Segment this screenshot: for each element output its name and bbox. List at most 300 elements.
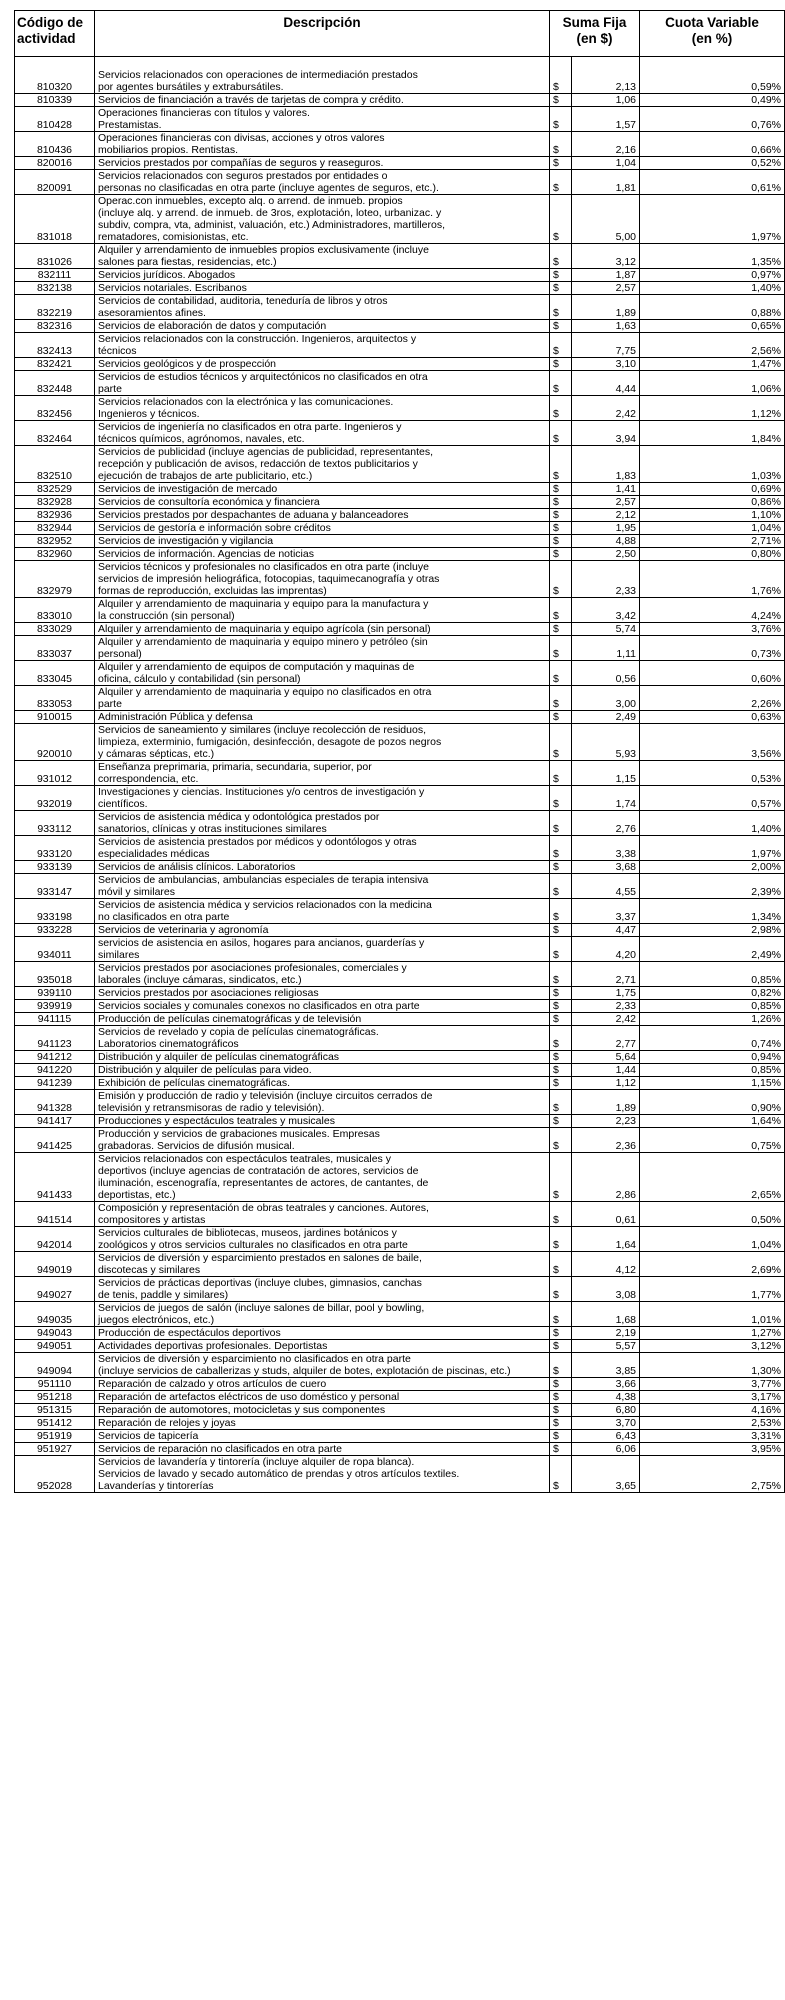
table-row	[15, 244, 785, 269]
variable-rate: 2,71%	[640, 535, 785, 548]
fixed-amount: 2,57	[572, 496, 640, 509]
activity-code: 832448	[15, 371, 95, 396]
activity-code: 833053	[15, 686, 95, 711]
activity-description	[95, 1353, 550, 1378]
table-row	[15, 1000, 785, 1013]
description-line: Enseñanza preprimaria, primaria, secundaria, superior, por	[98, 761, 372, 773]
activity-code: 942014	[15, 1227, 95, 1252]
fixed-amount: 2,71	[572, 962, 640, 987]
variable-rate: 0,75%	[640, 1128, 785, 1153]
table-row	[15, 1340, 785, 1353]
description-line: discotecas y similares	[98, 1264, 201, 1276]
table-row	[15, 724, 785, 761]
description-line: científicos.	[98, 798, 148, 810]
fixed-amount: 1,64	[572, 1227, 640, 1252]
table-row	[15, 811, 785, 836]
table-row	[15, 295, 785, 320]
description-line: Emisión y producción de radio y televisión (incluye circuitos cerrados de	[98, 1090, 433, 1102]
description-line: Servicios notariales. Escribanos	[98, 282, 247, 294]
header-activity-code-line-2: actividad	[17, 31, 76, 46]
currency-symbol: $	[550, 509, 572, 522]
fixed-amount: 1,87	[572, 269, 640, 282]
currency-symbol: $	[550, 1013, 572, 1026]
activity-description	[95, 446, 550, 483]
description-line: Servicios sociales y comunales conexos no clasificados en otra parte	[98, 1000, 420, 1012]
currency-symbol: $	[550, 157, 572, 170]
fixed-amount: 3,00	[572, 686, 640, 711]
description-line: Servicios prestados por asociaciones profesionales, comerciales y	[98, 962, 407, 974]
fixed-amount: 1,04	[572, 157, 640, 170]
description-line: Servicios de ingeniería no clasificados en otra parte. Ingenieros y	[98, 421, 402, 433]
table-row	[15, 1443, 785, 1456]
table-row	[15, 987, 785, 1000]
activity-code: 832944	[15, 522, 95, 535]
activity-code: 933120	[15, 836, 95, 861]
variable-rate: 2,53%	[640, 1417, 785, 1430]
variable-rate: 1,01%	[640, 1302, 785, 1327]
variable-rate: 3,77%	[640, 1378, 785, 1391]
variable-rate: 0,63%	[640, 711, 785, 724]
activity-code: 939110	[15, 987, 95, 1000]
fixed-amount: 1,41	[572, 483, 640, 496]
table-row	[15, 861, 785, 874]
fixed-amount: 2,19	[572, 1327, 640, 1340]
currency-symbol: $	[550, 1353, 572, 1378]
description-line: Alquiler y arrendamiento de maquinaria y equipo no clasificados en otra	[98, 686, 432, 698]
description-line: Distribución y alquiler de películas cinematográficas	[98, 1051, 340, 1063]
description-line: Servicios geológicos y de prospección	[98, 358, 277, 370]
activity-code: 832960	[15, 548, 95, 561]
table-row	[15, 107, 785, 132]
fixed-amount: 3,70	[572, 1417, 640, 1430]
variable-rate: 1,47%	[640, 358, 785, 371]
description-line: personal)	[98, 648, 142, 660]
table-row	[15, 1302, 785, 1327]
fixed-amount: 1,11	[572, 636, 640, 661]
variable-rate: 1,64%	[640, 1115, 785, 1128]
currency-symbol: $	[550, 170, 572, 195]
variable-rate: 0,59%	[640, 57, 785, 94]
activity-code: 941220	[15, 1064, 95, 1077]
activity-code: 833037	[15, 636, 95, 661]
activity-code: 810428	[15, 107, 95, 132]
currency-symbol: $	[550, 94, 572, 107]
fixed-amount: 1,89	[572, 295, 640, 320]
activity-description	[95, 811, 550, 836]
variable-rate: 4,24%	[640, 598, 785, 623]
activity-description	[95, 962, 550, 987]
currency-symbol: $	[550, 1340, 572, 1353]
description-line: Servicios de investigación de mercado	[98, 483, 278, 495]
variable-rate: 3,31%	[640, 1430, 785, 1443]
table-row	[15, 636, 785, 661]
variable-rate: 0,57%	[640, 786, 785, 811]
activity-description	[95, 874, 550, 899]
description-line: Servicios de investigación y vigilancia	[98, 535, 274, 547]
currency-symbol: $	[550, 1430, 572, 1443]
description-line: móvil y similares	[98, 886, 176, 898]
variable-rate: 0,80%	[640, 548, 785, 561]
activity-description	[95, 1443, 550, 1456]
activity-description	[95, 1378, 550, 1391]
description-line: la construcción (sin personal)	[98, 610, 235, 622]
variable-rate: 0,74%	[640, 1026, 785, 1051]
description-line: Investigaciones y ciencias. Instituciones y/o centros de investigación y	[98, 786, 425, 798]
variable-rate: 1,34%	[640, 899, 785, 924]
fixed-amount: 2,16	[572, 132, 640, 157]
description-line: Ingenieros y técnicos.	[98, 408, 200, 420]
description-line: Reparación de artefactos eléctricos de uso doméstico y personal	[98, 1391, 400, 1403]
activity-description	[95, 170, 550, 195]
fixed-amount: 3,37	[572, 899, 640, 924]
table-row	[15, 170, 785, 195]
fixed-amount: 3,42	[572, 598, 640, 623]
fixed-amount: 5,64	[572, 1051, 640, 1064]
description-line: iluminación, escenografía, representantes de actores, de cantantes, de	[98, 1177, 429, 1189]
activity-code: 941328	[15, 1090, 95, 1115]
activity-description	[95, 761, 550, 786]
description-line: Servicios de veterinaria y agronomía	[98, 924, 269, 936]
description-line: Servicios técnicos y profesionales no clasificados en otra parte (incluye	[98, 561, 429, 573]
currency-symbol: $	[550, 924, 572, 937]
activity-description	[95, 861, 550, 874]
activity-description	[95, 661, 550, 686]
table-row	[15, 1064, 785, 1077]
description-line: Servicios prestados por compañías de seguros y reaseguros.	[98, 157, 384, 169]
description-line: Operaciones financieras con títulos y valores.	[98, 107, 310, 119]
activity-description	[95, 483, 550, 496]
activity-code: 832138	[15, 282, 95, 295]
description-line: Servicios de asistencia médica y odontológica prestados por	[98, 811, 380, 823]
variable-rate: 1,97%	[640, 836, 785, 861]
table-row	[15, 937, 785, 962]
description-line: Laboratorios cinematográficos	[98, 1038, 239, 1050]
currency-symbol: $	[550, 1077, 572, 1090]
activity-description	[95, 548, 550, 561]
table-row	[15, 561, 785, 598]
table-row	[15, 1378, 785, 1391]
activity-code: 920010	[15, 724, 95, 761]
description-line: Exhibición de películas cinematográficas.	[98, 1077, 291, 1089]
currency-symbol: $	[550, 937, 572, 962]
activity-code: 832510	[15, 446, 95, 483]
activity-code: 832421	[15, 358, 95, 371]
description-line: ejecución de trabajos de arte publicitario, etc.)	[98, 470, 313, 482]
currency-symbol: $	[550, 1115, 572, 1128]
table-row	[15, 320, 785, 333]
fixed-amount: 4,55	[572, 874, 640, 899]
table-row	[15, 157, 785, 170]
description-line: similares	[98, 949, 140, 961]
activity-code: 951218	[15, 1391, 95, 1404]
activity-description	[95, 1153, 550, 1202]
description-line: compositores y artistas	[98, 1214, 206, 1226]
variable-rate: 2,26%	[640, 686, 785, 711]
description-line: Servicios relacionados con espectáculos teatrales, musicales y	[98, 1153, 391, 1165]
activity-description	[95, 1064, 550, 1077]
table-row	[15, 496, 785, 509]
description-line: Servicios prestados por despachantes de aduana y balanceadores	[98, 509, 409, 521]
currency-symbol: $	[550, 107, 572, 132]
activity-description	[95, 195, 550, 244]
activity-description	[95, 1456, 550, 1493]
currency-symbol: $	[550, 1064, 572, 1077]
fixed-amount: 5,00	[572, 195, 640, 244]
fixed-amount: 4,44	[572, 371, 640, 396]
description-line: Alquiler y arrendamiento de maquinaria y equipo agrícola (sin personal)	[98, 623, 431, 635]
variable-rate: 2,69%	[640, 1252, 785, 1277]
description-line: Servicios de financiación a través de tarjetas de compra y crédito.	[98, 94, 404, 106]
description-line: Servicios de lavandería y tintorería (incluye alquiler de ropa blanca).	[98, 1456, 415, 1468]
header-activity-code	[15, 11, 95, 57]
activity-code: 941123	[15, 1026, 95, 1051]
activity-code: 939919	[15, 1000, 95, 1013]
activity-description	[95, 1227, 550, 1252]
table-row	[15, 1417, 785, 1430]
fixed-amount: 2,50	[572, 548, 640, 561]
table-row	[15, 396, 785, 421]
currency-symbol: $	[550, 899, 572, 924]
fixed-amount: 1,06	[572, 94, 640, 107]
fixed-amount: 5,57	[572, 1340, 640, 1353]
description-line: Producciones y espectáculos teatrales y musicales	[98, 1115, 335, 1127]
variable-rate: 1,10%	[640, 509, 785, 522]
table-row	[15, 371, 785, 396]
description-line: y cámaras sépticas, etc.)	[98, 748, 215, 760]
fixed-amount: 4,12	[572, 1252, 640, 1277]
description-line: oficina, cálculo y contabilidad (sin personal)	[98, 673, 301, 685]
activity-description	[95, 1404, 550, 1417]
table-row	[15, 874, 785, 899]
activity-description	[95, 987, 550, 1000]
description-line: Producción y servicios de grabaciones musicales. Empresas	[98, 1128, 380, 1140]
fixed-amount: 3,85	[572, 1353, 640, 1378]
activity-code: 941417	[15, 1115, 95, 1128]
description-line: de tenis, paddle y similares)	[98, 1289, 229, 1301]
currency-symbol: $	[550, 598, 572, 623]
currency-symbol: $	[550, 1227, 572, 1252]
activity-code: 832529	[15, 483, 95, 496]
activity-description	[95, 711, 550, 724]
table-row	[15, 1128, 785, 1153]
description-line: formas de reproducción, excluidas las imprentas)	[98, 585, 327, 597]
activity-code: 820016	[15, 157, 95, 170]
description-line: Alquiler y arrendamiento de equipos de computación y maquinas de	[98, 661, 415, 673]
activity-description	[95, 1013, 550, 1026]
activity-code: 933147	[15, 874, 95, 899]
currency-symbol: $	[550, 522, 572, 535]
activity-code: 949019	[15, 1252, 95, 1277]
table-row	[15, 1090, 785, 1115]
variable-rate: 2,56%	[640, 333, 785, 358]
variable-rate: 3,56%	[640, 724, 785, 761]
currency-symbol: $	[550, 282, 572, 295]
variable-rate: 3,76%	[640, 623, 785, 636]
fixed-amount: 1,12	[572, 1077, 640, 1090]
table-row	[15, 195, 785, 244]
table-row	[15, 711, 785, 724]
description-line: Reparación de relojes y joyas	[98, 1417, 236, 1429]
variable-rate: 1,97%	[640, 195, 785, 244]
description-line: Servicios de consultoría económica y financiera	[98, 496, 320, 508]
activity-code: 833045	[15, 661, 95, 686]
fixed-amount: 2,77	[572, 1026, 640, 1051]
header-fixed-amount-line-2: (en $)	[576, 31, 613, 46]
activity-code: 933198	[15, 899, 95, 924]
variable-rate: 1,77%	[640, 1277, 785, 1302]
fixed-amount: 6,80	[572, 1404, 640, 1417]
currency-symbol: $	[550, 269, 572, 282]
activity-description	[95, 686, 550, 711]
description-line: (incluye alq. y arrend. de inmueb. de 3ros, explotación, loteo, urbanizac. y	[98, 207, 442, 219]
header-description: Descripción	[95, 11, 550, 57]
table-row	[15, 661, 785, 686]
activity-description	[95, 358, 550, 371]
table-row	[15, 57, 785, 94]
activity-description	[95, 94, 550, 107]
variable-rate: 1,06%	[640, 371, 785, 396]
fixed-amount: 2,76	[572, 811, 640, 836]
variable-rate: 0,50%	[640, 1202, 785, 1227]
table-row	[15, 686, 785, 711]
activity-code: 810436	[15, 132, 95, 157]
activity-code: 832219	[15, 295, 95, 320]
currency-symbol: $	[550, 636, 572, 661]
table-row	[15, 483, 785, 496]
fixed-amount: 3,66	[572, 1378, 640, 1391]
currency-symbol: $	[550, 1128, 572, 1153]
fixed-amount: 1,74	[572, 786, 640, 811]
activity-description	[95, 282, 550, 295]
variable-rate: 0,61%	[640, 170, 785, 195]
activity-description	[95, 1430, 550, 1443]
activity-description	[95, 333, 550, 358]
description-line: (incluye servicios de caballerizas y studs, alquiler de botes, explotación de piscinas, etc.)	[98, 1365, 511, 1377]
activity-description	[95, 1090, 550, 1115]
description-line: Servicios de elaboración de datos y computación	[98, 320, 327, 332]
table-row	[15, 761, 785, 786]
currency-symbol: $	[550, 1456, 572, 1493]
table-row	[15, 1277, 785, 1302]
currency-symbol: $	[550, 987, 572, 1000]
activity-code: 910015	[15, 711, 95, 724]
fixed-amount: 7,75	[572, 333, 640, 358]
table-row	[15, 1227, 785, 1252]
currency-symbol: $	[550, 244, 572, 269]
currency-symbol: $	[550, 811, 572, 836]
activity-code: 832111	[15, 269, 95, 282]
table-body	[15, 57, 785, 1493]
fixed-amount: 1,83	[572, 446, 640, 483]
description-line: Servicios de análisis clínicos. Laboratorios	[98, 861, 296, 873]
activity-description	[95, 1327, 550, 1340]
activity-code: 810339	[15, 94, 95, 107]
description-line: Operac.con inmuebles, excepto alq. o arrend. de inmueb. propios	[98, 195, 403, 207]
activity-code: 951110	[15, 1378, 95, 1391]
fixed-amount: 4,47	[572, 924, 640, 937]
currency-symbol: $	[550, 561, 572, 598]
description-line: Distribución y alquiler de películas para video.	[98, 1064, 312, 1076]
table-row	[15, 1026, 785, 1051]
currency-symbol: $	[550, 1302, 572, 1327]
description-line: subdiv, compra, vta, administ, valuación, etc.) Administradores, martilleros,	[98, 219, 446, 231]
activity-description	[95, 1115, 550, 1128]
activity-rates-table	[14, 10, 785, 1493]
variable-rate: 2,49%	[640, 937, 785, 962]
currency-symbol: $	[550, 1404, 572, 1417]
description-line: asesoramientos afines.	[98, 307, 206, 319]
activity-code: 832456	[15, 396, 95, 421]
activity-code: 832413	[15, 333, 95, 358]
description-line: Servicios de reparación no clasificados en otra parte	[98, 1443, 342, 1455]
description-line: Servicios de diversión y esparcimiento no clasificados en otra parte	[98, 1353, 411, 1365]
activity-description	[95, 561, 550, 598]
activity-code: 831026	[15, 244, 95, 269]
table-row	[15, 623, 785, 636]
activity-code: 949043	[15, 1327, 95, 1340]
variable-rate: 0,65%	[640, 320, 785, 333]
variable-rate: 0,94%	[640, 1051, 785, 1064]
table-row	[15, 1456, 785, 1493]
activity-code: 833029	[15, 623, 95, 636]
table-row	[15, 1430, 785, 1443]
fixed-amount: 2,49	[572, 711, 640, 724]
table-row	[15, 548, 785, 561]
currency-symbol: $	[550, 1277, 572, 1302]
table-row	[15, 836, 785, 861]
description-line: Prestamistas.	[98, 119, 162, 131]
table-row	[15, 421, 785, 446]
description-line: personas no clasificadas en otra parte (incluye agentes de seguros, etc.).	[98, 182, 439, 194]
variable-rate: 1,27%	[640, 1327, 785, 1340]
fixed-amount: 1,81	[572, 170, 640, 195]
activity-description	[95, 522, 550, 535]
activity-description	[95, 371, 550, 396]
activity-code: 933139	[15, 861, 95, 874]
activity-description	[95, 836, 550, 861]
description-line: técnicos	[98, 345, 137, 357]
activity-code: 832316	[15, 320, 95, 333]
currency-symbol: $	[550, 1090, 572, 1115]
description-line: técnicos químicos, agrónomos, navales, etc.	[98, 433, 305, 445]
description-line: correspondencia, etc.	[98, 773, 199, 785]
fixed-amount: 3,12	[572, 244, 640, 269]
description-line: Administración Pública y defensa	[98, 711, 253, 723]
table-row	[15, 269, 785, 282]
description-line: Servicios relacionados con seguros prestados por entidades o	[98, 170, 388, 182]
activity-code: 935018	[15, 962, 95, 987]
variable-rate: 0,60%	[640, 661, 785, 686]
description-line: especialidades médicas	[98, 848, 210, 860]
fixed-amount: 2,42	[572, 396, 640, 421]
description-line: Producción de espectáculos deportivos	[98, 1327, 281, 1339]
currency-symbol: $	[550, 661, 572, 686]
table-row	[15, 924, 785, 937]
fixed-amount: 1,57	[572, 107, 640, 132]
activity-code: 832928	[15, 496, 95, 509]
header-fixed-amount-line-1: Suma Fija	[562, 15, 627, 30]
variable-rate: 1,03%	[640, 446, 785, 483]
description-line: Servicios de publicidad (incluye agencias de publicidad, representantes,	[98, 446, 434, 458]
currency-symbol: $	[550, 548, 572, 561]
currency-symbol: $	[550, 1153, 572, 1202]
variable-rate: 0,53%	[640, 761, 785, 786]
variable-rate: 0,73%	[640, 636, 785, 661]
variable-rate: 1,15%	[640, 1077, 785, 1090]
activity-code: 832936	[15, 509, 95, 522]
description-line: Servicios relacionados con la electrónica y las comunicaciones.	[98, 396, 394, 408]
activity-description	[95, 57, 550, 94]
